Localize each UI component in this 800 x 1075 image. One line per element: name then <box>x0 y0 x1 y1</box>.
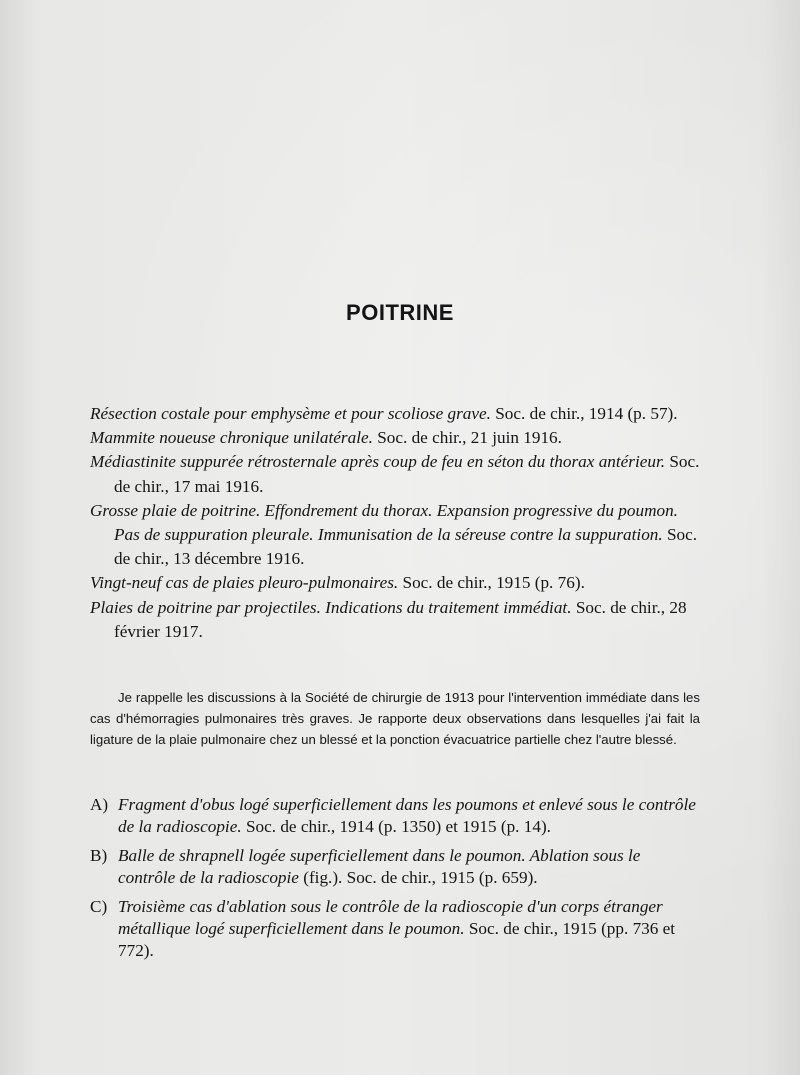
reference-item <box>90 596 700 644</box>
reference-source: Soc. de chir., 21 juin 1916. <box>377 428 562 448</box>
reference-title: Résection costale pour emphysème et pour scoliose grave. <box>90 404 491 423</box>
item-letter: B) <box>90 845 108 865</box>
reference-item <box>90 499 700 572</box>
lettered-item <box>90 845 700 890</box>
item-source: (fig.). Soc. de chir., 1915 (p. 659). <box>303 868 538 888</box>
item-title: Troisième cas d'ablation sous le contrôle de la radioscopie d'un corps étranger métallique logé superficiellement dans le poumon. <box>118 896 663 939</box>
reference-item <box>90 426 700 450</box>
reference-title: Grosse plaie de poitrine. Effondrement du thorax. Expansion progressive du poumon. Pas de suppuration pleurale. Immunisation de la séreuse contre la suppuration. <box>90 500 678 545</box>
item-letter: C) <box>90 896 108 916</box>
item-title: Balle de shrapnell logée superficiellement dans le poumon. Ablation sous le contrôle de la radioscopie <box>118 845 641 888</box>
lettered-item <box>90 896 700 963</box>
item-body <box>118 845 700 890</box>
lettered-item <box>90 794 700 839</box>
reference-source: Soc. de chir., 1914 (p. 57). <box>495 404 678 423</box>
item-letter: A) <box>90 795 109 814</box>
reference-item <box>90 450 700 498</box>
lettered-list <box>90 794 700 969</box>
commentary-paragraph: Je rappelle les discussions à la Société de chirurgie de 1913 pour l'intervention immédiate dans les cas d'hémorragies pulmonaires très graves. Je rapporte deux observations dans lesquelles j'ai fait la ligature de la plaie pulmonaire chez un blessé et la ponction évacuatrice partielle chez l'autre blessé. <box>90 690 700 747</box>
reference-source: Soc. de chir., 13 décembre 1916. <box>114 525 698 569</box>
reference-source: Soc. de chir., 1915 (p. 76). <box>402 573 585 593</box>
reference-title: Mammite noueuse chronique unilatérale. <box>90 428 373 448</box>
reference-source: Soc. de chir., 17 mai 1916. <box>114 452 700 496</box>
item-source: Soc. de chir., 1914 (p. 1350) et 1915 (p. 14). <box>245 817 551 837</box>
reference-item <box>90 402 700 426</box>
item-title: Fragment d'obus logé superficiellement dans les poumons et enlevé sous le contrôle de la radioscopie. <box>118 795 696 837</box>
page-title: POITRINE <box>346 300 454 325</box>
reference-list <box>90 402 700 644</box>
item-body <box>118 896 700 963</box>
item-body <box>118 794 700 839</box>
reference-source: Soc. de chir., 28 février 1917. <box>114 597 687 641</box>
reference-title: Médiastinite suppurée rétrosternale après coup de feu en séton du thorax antérieur. <box>90 452 666 472</box>
reference-title: Vingt-neuf cas de plaies pleuro-pulmonaires. <box>90 573 399 593</box>
reference-title: Plaies de poitrine par projectiles. Indications du traitement immédiat. <box>90 597 572 617</box>
reference-item <box>90 571 700 595</box>
item-source: Soc. de chir., 1915 (pp. 736 et 772). <box>118 919 676 961</box>
